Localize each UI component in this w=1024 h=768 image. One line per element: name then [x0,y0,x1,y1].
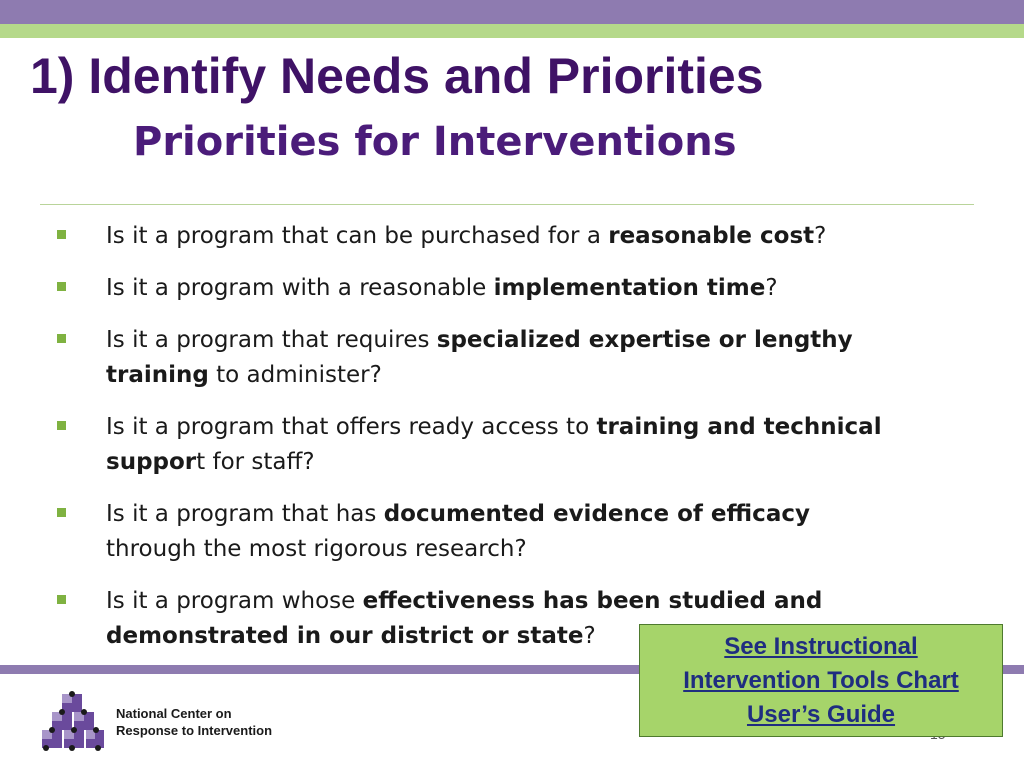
bullet-square-icon [57,421,66,430]
bullet-square-icon [57,334,66,343]
bullet-emphasis: suppor [106,449,197,475]
slide-subtitle: Priorities for Interventions [133,119,737,165]
bullet-segment: through the most rigorous research? [106,536,527,562]
bullet-text [106,323,966,393]
bullet-emphasis: training and technical [596,414,882,440]
bullet-emphasis: training [106,362,209,388]
top-accent-bar-green [0,24,1024,38]
bullet-segment: Is it a program that offers ready access to [106,414,597,440]
bullet-text [106,271,966,306]
bullet-emphasis: specialized expertise or lengthy [436,327,853,353]
bullet-segment: Is it a program whose [106,588,363,614]
users-guide-link-line-2[interactable]: Intervention Tools Chart [683,666,959,694]
top-accent-bar-purple [0,0,1024,24]
bullet-emphasis: effectiveness has been studied and [362,588,823,614]
slide-title: 1) Identify Needs and Priorities [30,48,764,104]
users-guide-link-line-1[interactable]: See Instructional [724,632,918,660]
bullet-segment: t for staff? [196,449,315,475]
bullet-segment: ? [765,275,778,301]
bullet-text [106,410,966,480]
bullet-emphasis: documented evidence of efficacy [383,501,810,527]
bullet-text [106,497,966,567]
organization-name [116,705,272,739]
bullet-item [0,219,966,254]
org-name-line-2: Response to Intervention [116,723,273,738]
bullet-segment: ? [583,623,596,649]
bullet-item [0,323,966,393]
users-guide-callout [639,624,1003,737]
bullet-segment: Is it a program that requires [106,327,437,353]
bullet-segment: Is it a program that can be purchased for a [106,223,609,249]
bullet-item [0,497,966,567]
bullet-emphasis: demonstrated in our district or state [106,623,584,649]
bullet-square-icon [57,282,66,291]
bullet-emphasis: reasonable cost [608,223,815,249]
bullet-square-icon [57,508,66,517]
bullet-emphasis: implementation time [493,275,766,301]
bullet-list [0,219,1024,671]
org-name-line-1: National Center on [116,706,232,721]
cubes-logo-icon [40,690,106,754]
bullet-segment: Is it a program with a reasonable [106,275,494,301]
bullet-text [106,219,966,254]
bullet-segment: to administer? [208,362,382,388]
bullet-square-icon [57,230,66,239]
bullet-segment: ? [814,223,827,249]
users-guide-link-line-3[interactable]: User’s Guide [746,700,896,728]
title-divider [40,204,974,205]
bullet-segment: Is it a program that has [106,501,384,527]
bullet-item [0,271,966,306]
bullet-square-icon [57,595,66,604]
bullet-item [0,410,966,480]
